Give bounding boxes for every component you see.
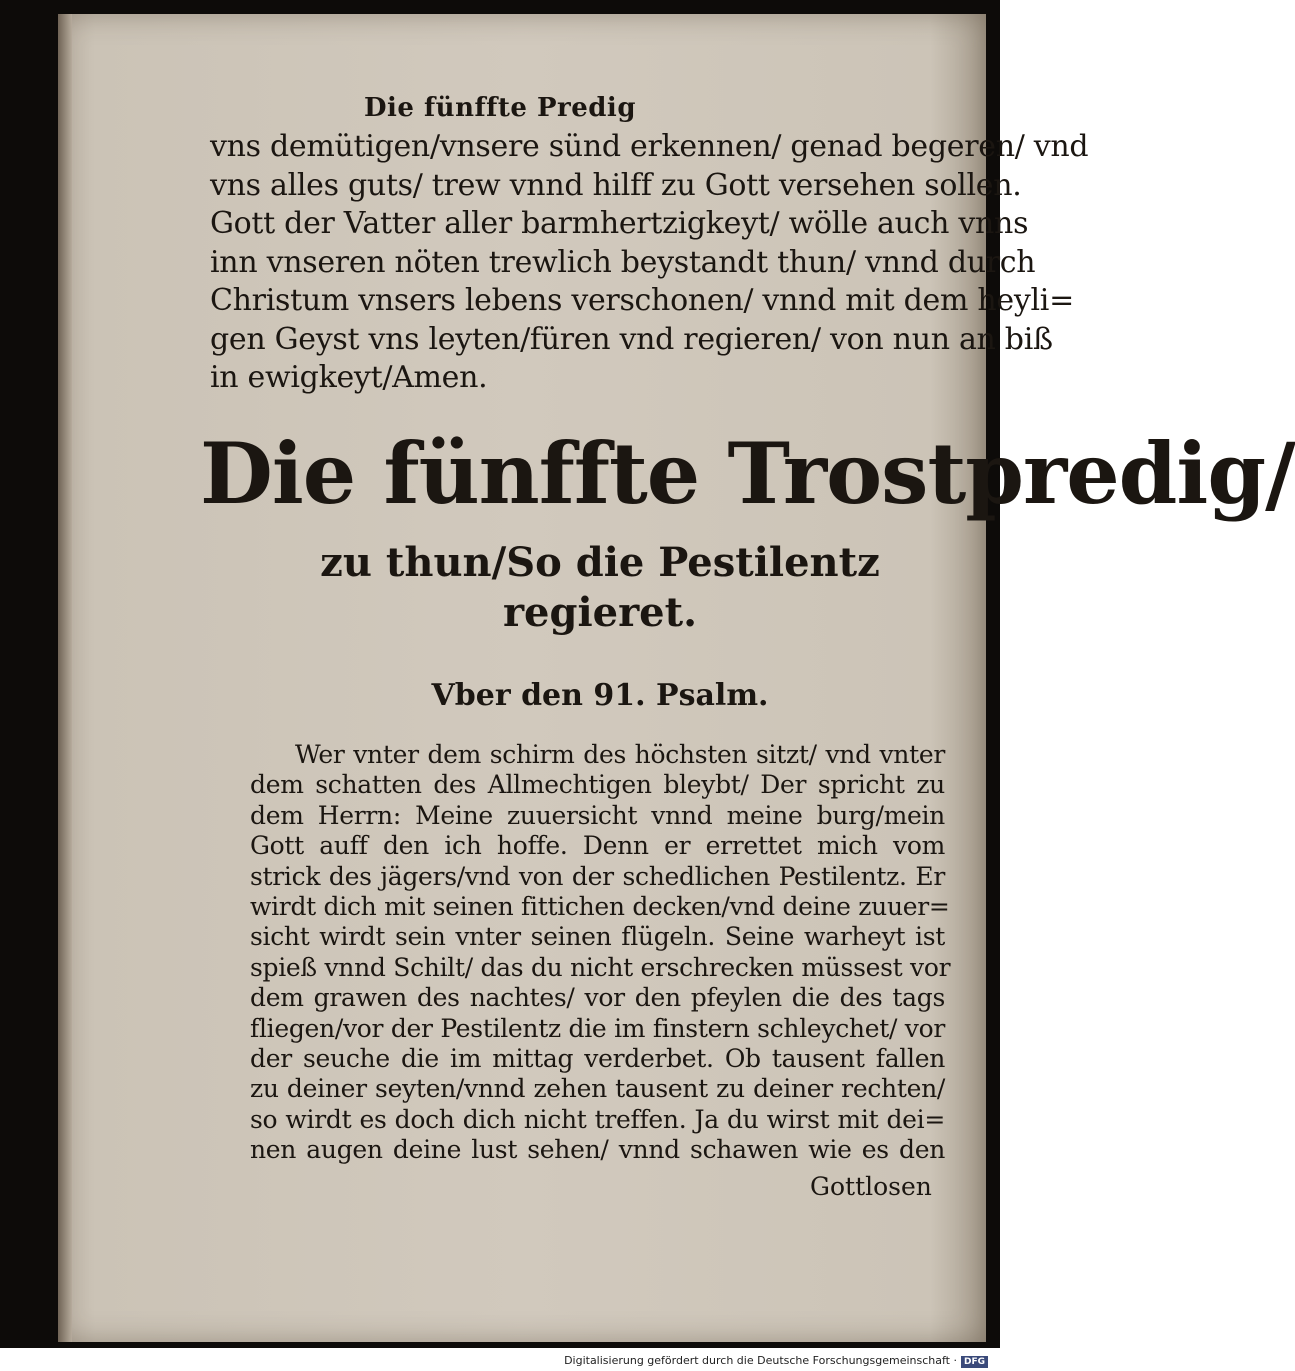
subtitle-line: regieret.: [502, 589, 698, 636]
text-line: vns alles guts/ trew vnnd hilff zu Gott versehen sollen.: [210, 167, 1022, 203]
text-line: sicht wirdt sein vnter seinen flügeln. Seine warheyt ist: [250, 922, 945, 952]
text-line: nen augen deine lust sehen/ vnnd schawen wie es den: [250, 1135, 945, 1165]
text-line: Gott der Vatter aller barmhertzigkeyt/ wölle auch vnns: [210, 206, 1029, 241]
text-line: zu deiner seyten/vnnd zehen tausent zu deiner rechten/: [250, 1074, 945, 1104]
text-line: gen Geyst vns leyten/füren vnd regieren/ von nun an biß: [210, 321, 1053, 357]
psalm-heading: Vber den 91. Psalm.: [431, 678, 769, 713]
text-line: dem Herrn: Meine zuuersicht vnnd meine burg/mein: [250, 800, 945, 830]
section-title: Die fünffte Trostpredig/: [200, 424, 1295, 523]
text-line: dem grawen des nachtes/ vor den pfeylen die des tags: [250, 983, 945, 1013]
catchword: Gottlosen: [810, 1172, 932, 1201]
running-head: Die fünffte Predig: [363, 93, 636, 123]
footer-credit: [564, 1354, 988, 1368]
text-line: der seuche die im mittag verderbet. Ob tausent fallen: [250, 1044, 945, 1074]
preceding-text: [210, 128, 1089, 398]
text-line: vns demütigen/vnsere sünd erkennen/ genad begeren/ vnd: [210, 129, 1089, 164]
text-line: in ewigkeyt/Amen.: [210, 360, 488, 395]
text-line: fliegen/vor der Pestilentz die im finstern schleychet/ vor: [250, 1013, 945, 1043]
text-line: dem schatten des Allmechtigen bleybt/ Der spricht zu: [250, 770, 945, 800]
text-line: Wer vnter dem schirm des höchsten sitzt/ vnd vnter: [295, 740, 945, 769]
text-line: wirdt dich mit seinen fittichen decken/vnd deine zuuer=: [250, 892, 950, 922]
text-line: strick des jägers/vnd von der schedlichen Pestilentz. Er: [250, 861, 945, 891]
footer-text: Digitalisierung gefördert durch die Deutsche Forschungsgemeinschaft ·: [564, 1354, 957, 1367]
section-subtitle: [270, 538, 930, 638]
text-line: inn vnseren nöten trewlich beystandt thun/ vnnd durch: [210, 244, 1036, 280]
text-line: so wirdt es doch dich nicht treffen. Ja du wirst mit dei=: [250, 1104, 945, 1134]
dfg-logo-icon: DFG: [961, 1356, 988, 1368]
page-gutter: [58, 14, 72, 1342]
subtitle-line: zu thun/So die Pestilentz: [320, 539, 880, 586]
text-line: Christum vnsers lebens verschonen/ vnnd mit dem heyli=: [210, 283, 1074, 318]
text-line: spieß vnnd Schilt/ das du nicht erschrecken müssest vor: [250, 952, 951, 982]
text-line: Gott auff den ich hoffe. Denn er errettet mich vom: [250, 831, 945, 861]
psalm-text: [250, 740, 951, 1166]
